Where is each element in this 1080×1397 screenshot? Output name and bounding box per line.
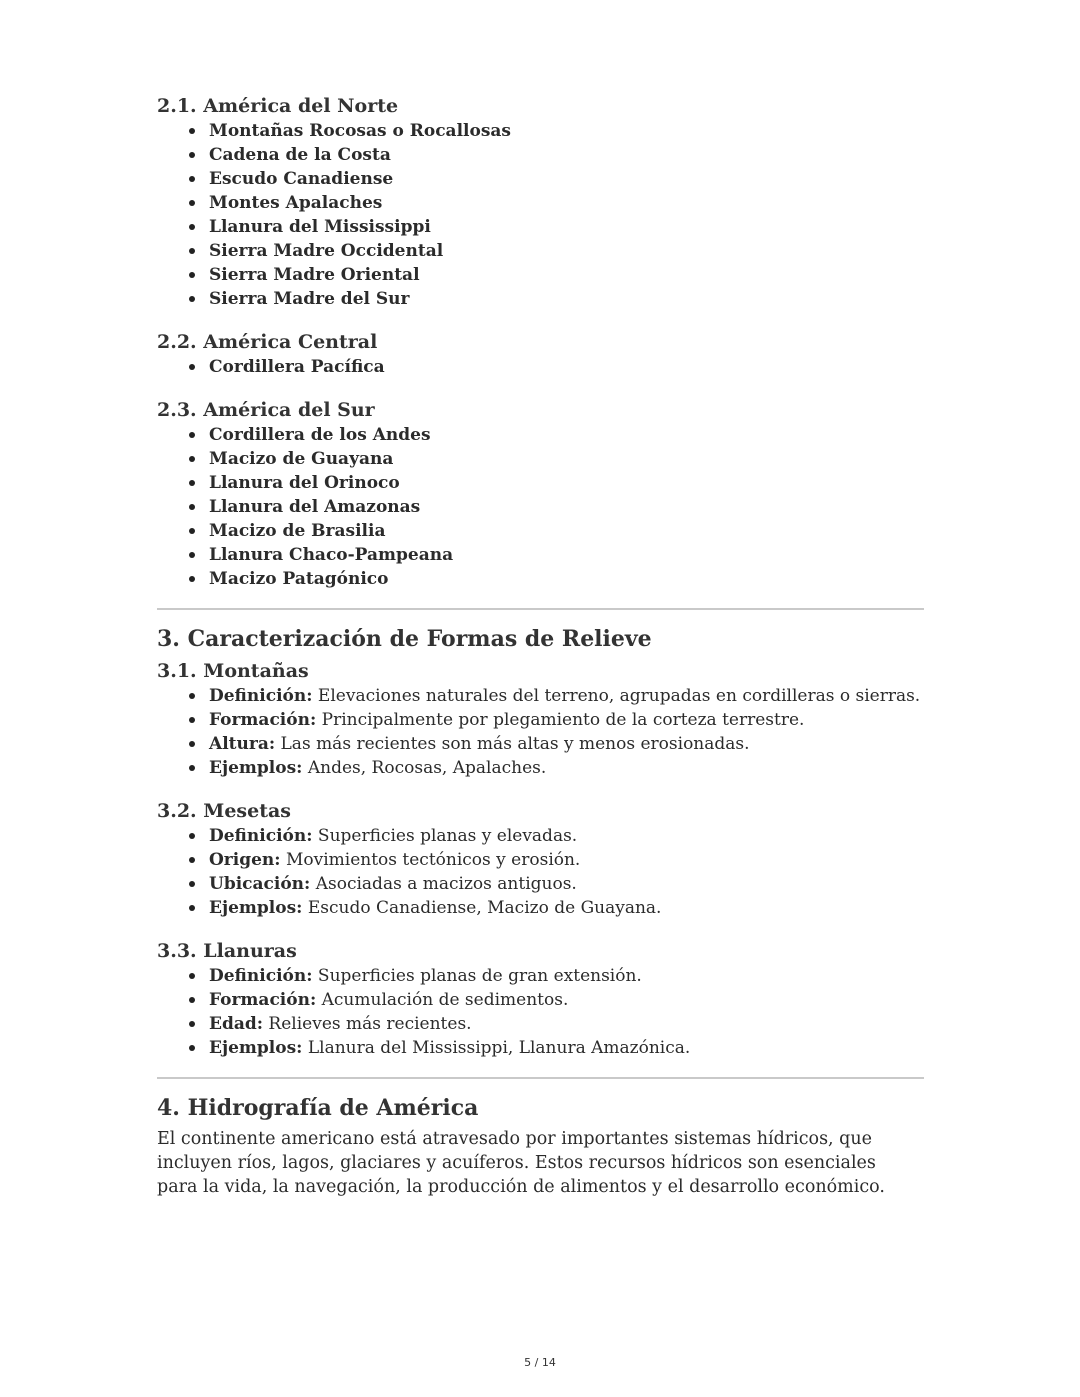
list-item (209, 896, 924, 920)
section-heading-2-1: 2.1. América del Norte (157, 95, 399, 117)
item-label: Definición: (209, 966, 313, 986)
list-item: Sierra Madre del Sur (209, 287, 924, 311)
section-heading-3-3: 3.3. Llanuras (157, 940, 297, 962)
list-item: Sierra Madre Oriental (209, 263, 924, 287)
item-text: Llanura del Mississippi, Llanura Amazónica. (302, 1038, 691, 1058)
item-label: Edad: (209, 1014, 264, 1034)
item-label: Ejemplos: (209, 758, 303, 778)
list-item: Macizo de Guayana (209, 447, 924, 471)
document-page (157, 93, 924, 1199)
list-item (209, 756, 924, 780)
item-text: Escudo Canadiense, Macizo de Guayana. (302, 898, 662, 918)
list-item: Llanura Chaco-Pampeana (209, 543, 924, 567)
item-text: Elevaciones naturales del terreno, agrupadas en cordilleras o sierras. (312, 686, 921, 706)
section-heading-3-1: 3.1. Montañas (157, 660, 309, 682)
plateaus-list (157, 824, 924, 920)
item-text: Relieves más recientes. (263, 1014, 472, 1034)
list-item: Cordillera de los Andes (209, 423, 924, 447)
mountains-list (157, 684, 924, 780)
section-heading-3: 3. Caracterización de Formas de Relieve (157, 626, 652, 652)
item-label: Ubicación: (209, 874, 311, 894)
section-heading-3-2: 3.2. Mesetas (157, 800, 291, 822)
list-item (209, 824, 924, 848)
hydrography-paragraph: El continente americano está atravesado por importantes sistemas hídricos, que incluyen ríos, lagos, glaciares y acuíferos. Estos recursos hídricos son esenciales para la vida, la navegación, la producción de alimentos y el desarrollo económico. (157, 1129, 885, 1197)
list-item: Escudo Canadiense (209, 167, 924, 191)
item-text: Superficies planas de gran extensión. (312, 966, 642, 986)
list-item: Macizo de Brasilia (209, 519, 924, 543)
list-item: Llanura del Orinoco (209, 471, 924, 495)
list-item (209, 872, 924, 896)
list-item (209, 684, 924, 708)
item-text: Asociadas a macizos antiguos. (310, 874, 577, 894)
south-america-list (157, 423, 924, 591)
item-text: Las más recientes son más altas y menos erosionadas. (275, 734, 750, 754)
list-item: Llanura del Mississippi (209, 215, 924, 239)
item-label: Definición: (209, 686, 313, 706)
list-item (209, 964, 924, 988)
item-label: Altura: (209, 734, 276, 754)
item-label: Formación: (209, 990, 317, 1010)
list-item (209, 988, 924, 1012)
item-text: Principalmente por plegamiento de la corteza terrestre. (316, 710, 805, 730)
list-item: Montañas Rocosas o Rocallosas (209, 119, 924, 143)
list-item: Cordillera Pacífica (209, 355, 924, 379)
list-item: Sierra Madre Occidental (209, 239, 924, 263)
item-text: Movimientos tectónicos y erosión. (280, 850, 581, 870)
list-item: Cadena de la Costa (209, 143, 924, 167)
item-text: Acumulación de sedimentos. (316, 990, 569, 1010)
item-label: Formación: (209, 710, 317, 730)
item-text: Andes, Rocosas, Apalaches. (302, 758, 547, 778)
list-item (209, 1012, 924, 1036)
item-label: Ejemplos: (209, 898, 303, 918)
section-heading-2-2: 2.2. América Central (157, 331, 378, 353)
item-text: Superficies planas y elevadas. (312, 826, 578, 846)
section-divider (157, 608, 924, 610)
section-heading-2-3: 2.3. América del Sur (157, 399, 375, 421)
item-label: Ejemplos: (209, 1038, 303, 1058)
list-item (209, 848, 924, 872)
list-item: Montes Apalaches (209, 191, 924, 215)
page-number: 5 / 14 (524, 1356, 556, 1369)
list-item (209, 708, 924, 732)
item-label: Definición: (209, 826, 313, 846)
section-heading-4: 4. Hidrografía de América (157, 1095, 479, 1121)
plains-list (157, 964, 924, 1060)
north-america-list (157, 119, 924, 311)
list-item: Macizo Patagónico (209, 567, 924, 591)
central-america-list (157, 355, 924, 379)
item-label: Origen: (209, 850, 281, 870)
section-divider (157, 1077, 924, 1079)
list-item (209, 1036, 924, 1060)
list-item: Llanura del Amazonas (209, 495, 924, 519)
list-item (209, 732, 924, 756)
